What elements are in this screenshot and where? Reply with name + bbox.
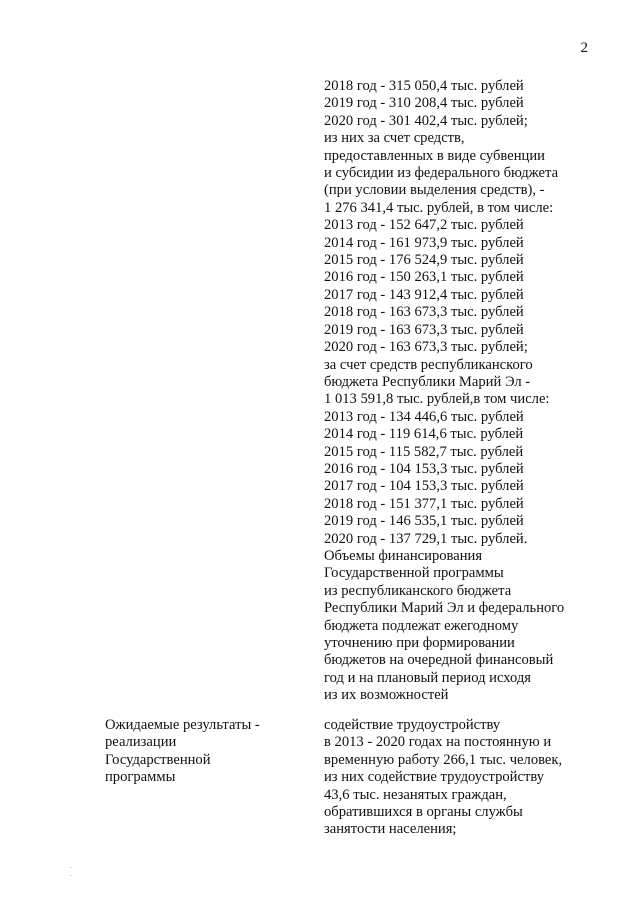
financing-line: 2017 год - 104 153,3 тыс. рублей bbox=[324, 478, 524, 495]
financing-line: 2019 год - 310 208,4 тыс. рублей bbox=[324, 95, 524, 112]
expected-results-label bbox=[105, 717, 307, 787]
financing-line: 2020 год - 137 729,1 тыс. рублей. bbox=[324, 530, 528, 547]
financing-volume-text bbox=[324, 78, 580, 705]
financing-line: 2014 год - 161 973,9 тыс. рублей bbox=[324, 234, 524, 251]
financing-line: 2018 год - 151 377,1 тыс. рублей bbox=[324, 495, 524, 512]
financing-line: из их возможностей bbox=[324, 687, 449, 704]
results-line: занятости населения; bbox=[324, 821, 457, 838]
financing-line: Государственной программы bbox=[324, 565, 504, 582]
results-label-line: программы bbox=[105, 769, 176, 786]
financing-line: 2015 год - 115 582,7 тыс. рублей bbox=[324, 443, 524, 460]
results-line: в 2013 - 2020 годах на постоянную и bbox=[324, 734, 552, 751]
financing-line: 2014 год - 119 614,6 тыс. рублей bbox=[324, 426, 524, 443]
expected-results-text bbox=[324, 717, 580, 839]
page-number: 2 bbox=[580, 40, 588, 56]
financing-line: 2018 год - 163 673,3 тыс. рублей bbox=[324, 304, 524, 321]
results-label-line: реализации bbox=[105, 734, 177, 751]
financing-line: 2017 год - 143 912,4 тыс. рублей bbox=[324, 286, 524, 303]
financing-line: 2016 год - 150 263,1 тыс. рублей bbox=[324, 269, 524, 286]
financing-line: 2020 год - 301 402,4 тыс. рублей; bbox=[324, 112, 528, 129]
financing-line: бюджетов на очередной финансовый bbox=[324, 652, 554, 669]
results-line: из них содействие трудоустройству bbox=[324, 769, 545, 786]
financing-line: из них за счет средств, bbox=[324, 130, 465, 147]
scan-mark: . . bbox=[70, 861, 72, 878]
financing-line: предоставленных в виде субвенции bbox=[324, 147, 545, 164]
financing-line: (при условии выделения средств), - bbox=[324, 182, 545, 199]
financing-line: 2019 год - 146 535,1 тыс. рублей bbox=[324, 513, 524, 530]
financing-line: год и на плановый период исходя bbox=[324, 669, 531, 686]
results-label-line: Ожидаемые результаты - bbox=[105, 717, 260, 733]
financing-line: Объемы финансирования bbox=[324, 547, 483, 564]
financing-line: бюджета подлежат ежегодному bbox=[324, 617, 519, 634]
financing-line: уточнению при формировании bbox=[324, 635, 515, 651]
financing-line: 1 276 341,4 тыс. рублей, в том числе: bbox=[324, 199, 554, 216]
results-line: содействие трудоустройству bbox=[324, 717, 501, 733]
results-line: обратившихся в органы службы bbox=[324, 804, 523, 821]
results-line: 43,6 тыс. незанятых граждан, bbox=[324, 786, 507, 803]
financing-line: 2013 год - 134 446,6 тыс. рублей bbox=[324, 408, 524, 425]
financing-line: 2016 год - 104 153,3 тыс. рублей bbox=[324, 460, 524, 477]
financing-line: 2019 год - 163 673,3 тыс. рублей bbox=[324, 321, 524, 338]
financing-line: 2020 год - 163 673,3 тыс. рублей; bbox=[324, 339, 528, 356]
results-label-line: Государственной bbox=[105, 751, 211, 768]
financing-line: и субсидии из федерального бюджета bbox=[324, 165, 559, 182]
results-line: временную работу 266,1 тыс. человек, bbox=[324, 751, 563, 768]
financing-line: 1 013 591,8 тыс. рублей,в том числе: bbox=[324, 391, 550, 408]
financing-line: 2013 год - 152 647,2 тыс. рублей bbox=[324, 217, 524, 234]
financing-line: бюджета Республики Марий Эл - bbox=[324, 373, 531, 390]
financing-line: 2018 год - 315 050,4 тыс. рублей bbox=[324, 78, 524, 94]
financing-line: Республики Марий Эл и федерального bbox=[324, 600, 565, 617]
financing-line: из республиканского бюджета bbox=[324, 582, 512, 599]
financing-line: за счет средств республиканского bbox=[324, 356, 533, 373]
financing-line: 2015 год - 176 524,9 тыс. рублей bbox=[324, 252, 524, 269]
